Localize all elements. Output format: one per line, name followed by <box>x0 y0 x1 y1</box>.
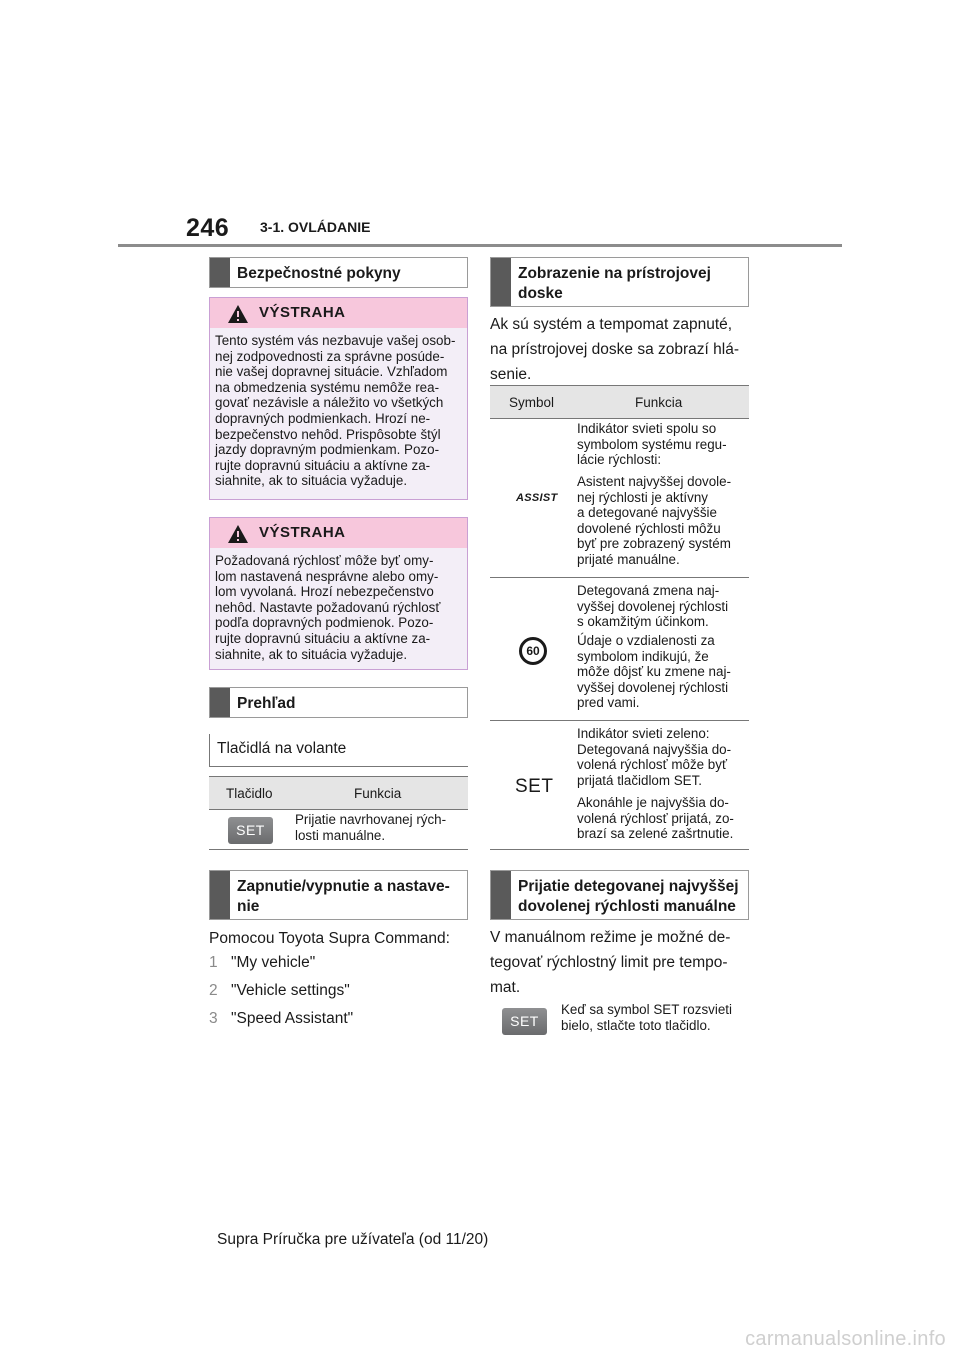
display-heading-text: Zobrazenie na prístrojovej doske <box>518 265 711 302</box>
onoff-heading <box>209 870 468 920</box>
safety-heading <box>209 257 468 288</box>
step-text: "My vehicle" <box>231 954 316 971</box>
buttons-table-header <box>209 776 468 810</box>
table-rule <box>490 849 749 850</box>
page-number: 246 <box>186 214 230 242</box>
header-divider <box>118 244 842 247</box>
set-button: SET <box>228 817 273 844</box>
section-title: 3-1. OVLÁDANIE <box>260 219 371 235</box>
manual-text: V manuálnom režime je možné de- tegovať rýchlostný limit pre tempo- mat. <box>490 929 731 996</box>
step-number: 1 <box>209 954 218 971</box>
step-list-item <box>209 951 315 975</box>
buttons-subheading <box>209 734 468 767</box>
warning-title: VÝSTRAHA <box>259 524 346 541</box>
symbol-row-text: Detegovaná zmena naj- vyššej dovolenej rýchlosti s okamžitým účinkom. <box>577 583 729 630</box>
set-button: SET <box>502 1008 547 1035</box>
symbol-row-text: Asistent najvyššej dovole- nej rýchlosti je aktívny a detegované najvyššie dovolené rýchlosti môžu byť pre zobrazený systém prijaté manuálne. <box>577 474 732 567</box>
col-function-header: Funkcia <box>635 395 683 410</box>
step-list-item <box>209 1007 353 1031</box>
warning-text: Požadovaná rýchlosť môže byť omy- lom nastavená nesprávne alebo omy- lom vyvolaná. Hrozí nebezpečenstvo nehôd. Nastavte požadovanú rýchlosť podľa dopravných podmienok. Pozo- rujte dopravnú situáciu a aktívne za- siahnite, ak to situácia vyžaduje. <box>215 553 441 662</box>
warning-triangle-icon <box>227 304 249 324</box>
heading-bar <box>210 871 230 919</box>
set-note: Keď sa symbol SET rozsvieti bielo, stlačte toto tlačidlo. <box>561 1002 732 1033</box>
col-button-header: Tlačidlo <box>226 786 273 801</box>
overview-heading <box>209 687 468 718</box>
command-intro: Pomocou Toyota Supra Command: <box>209 930 450 947</box>
set-symbol: SET <box>515 776 554 797</box>
table-rule <box>490 720 749 721</box>
symbol-row-text: Indikátor svieti spolu so symbolom systému regu- lácie rýchlosti: <box>577 421 727 468</box>
symbol-row-text: Indikátor svieti zeleno: Detegovaná najvyššia do- volená rýchlosť môže byť prijatá tlačidlom SET. <box>577 726 732 788</box>
buttons-subheading-text: Tlačidlá na volante <box>217 740 347 757</box>
step-text: "Speed Assistant" <box>231 1010 354 1027</box>
warning-triangle-icon <box>227 524 249 544</box>
speed-limit-sign-icon: 60 <box>519 637 547 665</box>
step-number: 3 <box>209 1010 218 1027</box>
step-number: 2 <box>209 982 218 999</box>
footer-text: Supra Príručka pre užívateľa (od 11/20) <box>217 1231 489 1248</box>
heading-bar <box>210 258 230 287</box>
warning-box-1 <box>209 297 468 500</box>
symbol-row-text: Údaje o vzdialenosti za symbolom indikujú, že môže dôjsť ku zmene naj- vyššej dovolenej rýchlosti pred vami. <box>577 633 731 711</box>
step-text: "Vehicle settings" <box>231 982 350 999</box>
display-intro: Ak sú systém a tempomat zapnuté, na prístrojovej doske sa zobrazí hlá- senie. <box>490 316 739 383</box>
accept-heading <box>490 870 749 920</box>
heading-bar <box>491 258 511 306</box>
display-heading <box>490 257 749 307</box>
table-rule <box>209 849 468 850</box>
overview-heading-text: Prehľad <box>237 695 296 712</box>
col-function-header: Funkcia <box>354 786 402 801</box>
assist-symbol: ASSIST <box>516 492 558 504</box>
step-list-item <box>209 979 350 1003</box>
table-rule <box>490 577 749 578</box>
watermark: carmanualsonline.info <box>745 1328 946 1350</box>
warning-text: Tento systém vás nezbavuje vašej osob- nej zodpovednosti za správne posúde- nie vašej dopravnej situácie. Vzhľadom na obmedzenia systému nemôže rea- govať nezávisle a náležito vo všetkých dopravných podmienkach. Hrozí ne- bezpečenstvo nehôd. Prispôsobte štýl jazdy dopravným podmienkam. Pozo- rujte dopravnú situáciu a aktívne za- siahnite, ak to situácia vyžaduje. <box>215 333 456 489</box>
buttons-table-function: Prijatie navrhovanej rých- losti manuálne. <box>295 812 447 843</box>
symbol-table-header <box>490 385 749 419</box>
heading-bar <box>491 871 511 919</box>
onoff-heading-text: Zapnutie/vypnutie a nastave- nie <box>237 878 450 915</box>
safety-heading-text: Bezpečnostné pokyny <box>237 265 401 282</box>
heading-bar <box>210 688 230 717</box>
col-symbol-header: Symbol <box>509 395 555 410</box>
warning-title: VÝSTRAHA <box>259 304 346 321</box>
warning-box-2 <box>209 517 468 670</box>
symbol-row-text: Akonáhle je najvyššia do- volená rýchlosť prijatá, zo- brazí sa zelené zašrtnutie. <box>577 795 734 842</box>
accept-heading-text: Prijatie detegovanej najvyššej dovolenej rýchlosti manuálne <box>518 878 739 915</box>
